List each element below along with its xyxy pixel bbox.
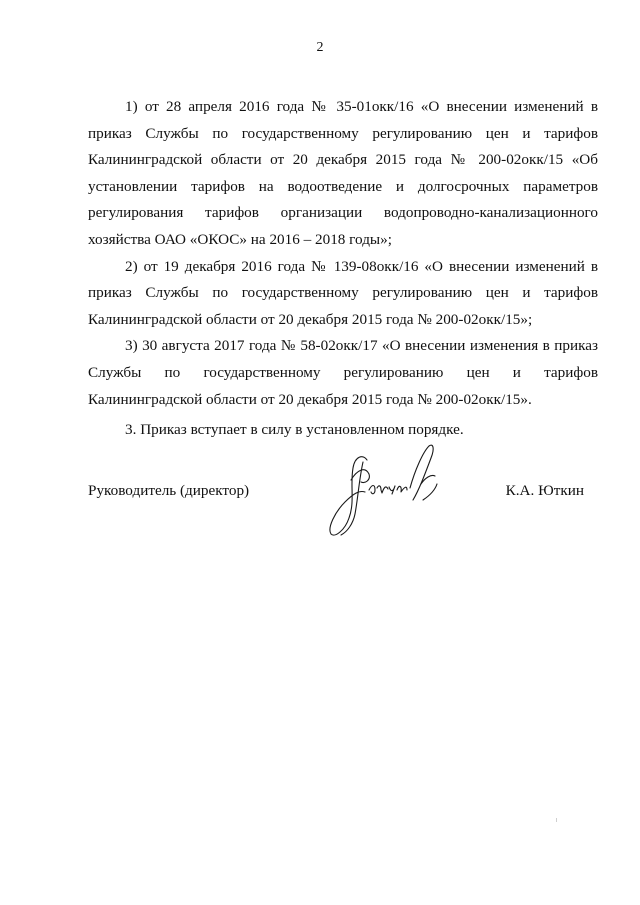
signatory-name: К.А. Юткин	[505, 482, 584, 499]
list-item-2: 2) от 19 декабря 2016 года № 139-08окк/16 «О внесении изменений в приказ Службы по государственному регулированию цен и тарифов Калининградской области от 20 декабря 2015 года № 200-02окк/15»;	[88, 257, 598, 328]
list-item-3: 3) 30 августа 2017 года № 58-02окк/17 «О внесении изменения в приказ Службы по государственному регулированию цен и тарифов Калининградской области от 20 декабря 2015 года № 200-02окк/15».	[88, 337, 598, 408]
list-item-1: 1) от 28 апреля 2016 года № 35-01окк/16 «О внесении изменений в приказ Службы по государственному регулированию цен и тарифов Калининградской области от 20 декабря 2015 года № 200-02окк/15 «Об установлении тарифов на водоотведение и долгосрочных параметров регулирования тарифов организации водопроводно-канализационного хозяйства ОАО «ОКОС» на 2016 – 2018 годы»;	[88, 98, 598, 248]
handwritten-signature-icon	[325, 440, 450, 550]
signatory-role: Руководитель (директор)	[88, 482, 250, 499]
page-number: 2	[316, 40, 324, 55]
scan-artifact	[556, 818, 557, 822]
clause-3-effective: 3. Приказ вступает в силу в установленном порядке.	[125, 421, 464, 439]
document-body	[88, 94, 598, 444]
